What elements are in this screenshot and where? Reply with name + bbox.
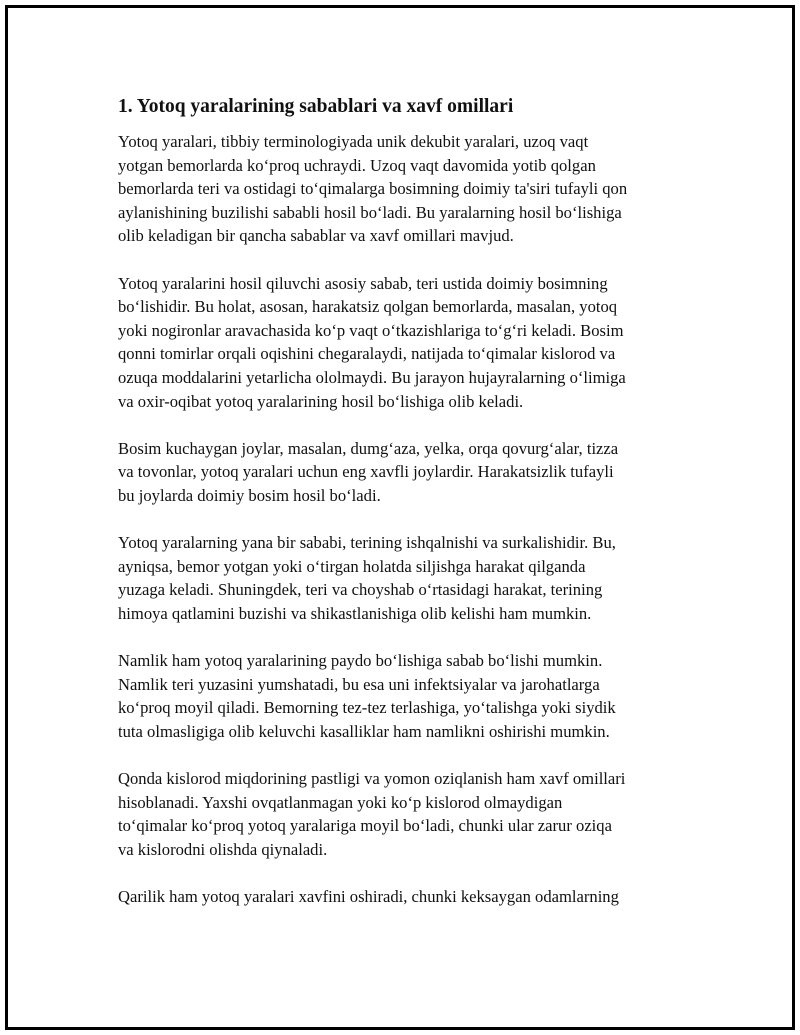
text-line: ayniqsa, bemor yotgan yoki o‘tirgan holatda siljishga harakat qilganda: [118, 556, 586, 576]
text-line: qonni tomirlar orqali oqishini chegaralaydi, natijada to‘qimalar kislorod va: [118, 344, 616, 364]
paragraph-1: [118, 130, 698, 248]
text-line: aylanishining buzilishi sababli hosil bo‘ladi. Bu yaralarning hosil bo‘lishiga: [118, 202, 622, 222]
text-line: olib keladigan bir qancha sabablar va xavf omillari mavjud.: [118, 226, 514, 246]
text-line: Yotoq yaralarning yana bir sababi, terining ishqalnishi va surkalishidir. Bu,: [118, 533, 616, 553]
text-line: Namlik teri yuzasini yumshatadi, bu esa uni infektsiyalar va jarohatlarga: [118, 674, 600, 694]
text-line: Yotoq yaralari, tibbiy terminologiyada unik dekubit yaralari, uzoq vaqt: [118, 132, 589, 151]
paragraph-2: [118, 272, 698, 414]
text-line: bu joylarda doimiy bosim hosil bo‘ladi.: [118, 485, 381, 505]
text-line: bemorlarda teri va ostidagi to‘qimalarga bosimning doimiy ta'siri tufayli qon: [118, 179, 628, 199]
text-line: Yotoq yaralarini hosil qiluvchi asosiy sabab, teri ustida doimiy bosimning: [118, 273, 608, 293]
paragraph-6: [118, 767, 698, 861]
text-line: bo‘lishidir. Bu holat, asosan, harakatsiz qolgan bemorlarda, masalan, yotoq: [118, 297, 618, 317]
text-line: hisoblanadi. Yaxshi ovqatlanmagan yoki ko‘p kislorod olmaydigan: [118, 792, 563, 812]
text-line: va oxir-oqibat yotoq yaralarining hosil bo‘lishiga olib keladi.: [118, 391, 524, 411]
paragraph-7: [118, 885, 698, 909]
text-line: to‘qimalar ko‘proq yotoq yaralariga moyil bo‘ladi, chunki ular zarur oziqa: [118, 816, 612, 836]
text-line: tuta olmasligiga olib keluvchi kasalliklar ham namlikni oshirishi mumkin.: [118, 721, 610, 741]
paragraph-3: [118, 437, 698, 508]
text-line: va tovonlar, yotoq yaralari uchun eng xavfli joylardir. Harakatsizlik tufayli: [118, 462, 614, 482]
text-line: Qonda kislorod miqdorining pastligi va yomon oziqlanish ham xavf omillari: [118, 769, 626, 789]
text-line: Bosim kuchaygan joylar, masalan, dumg‘aza, yelka, orqa qovurg‘alar, tizza: [118, 438, 619, 458]
text-line: yuzaga keladi. Shuningdek, teri va choyshab o‘rtasidagi harakat, terining: [118, 580, 603, 600]
section-heading: 1. Yotoq yaralarining sabablari va xavf omillari: [118, 96, 514, 117]
text-line: ozuqa moddalarini yetarlicha ololmaydi. Bu jarayon hujayralarning o‘limiga: [118, 367, 626, 387]
text-line: himoya qatlamini buzishi va shikastlanishiga olib kelishi ham mumkin.: [118, 603, 592, 623]
text-line: yotgan bemorlarda ko‘proq uchraydi. Uzoq vaqt davomida yotib qolgan: [118, 155, 596, 175]
paragraph-4: [118, 531, 698, 625]
text-line: yoki nogironlar aravachasida ko‘p vaqt o‘tkazishlariga to‘g‘ri keladi. Bosim: [118, 320, 624, 340]
paragraph-5: [118, 649, 698, 743]
document-body: [118, 94, 698, 932]
text-line: ko‘proq moyil qiladi. Bemorning tez-tez terlashiga, yo‘talishga yoki siydik: [118, 698, 616, 718]
text-line: Qarilik ham yotoq yaralari xavfini oshiradi, chunki keksaygan odamlarning: [118, 887, 619, 906]
text-line: va kislorodni olishda qiynaladi.: [118, 839, 328, 859]
text-line: Namlik ham yotoq yaralarining paydo bo‘lishiga sabab bo‘lishi mumkin.: [118, 651, 603, 671]
